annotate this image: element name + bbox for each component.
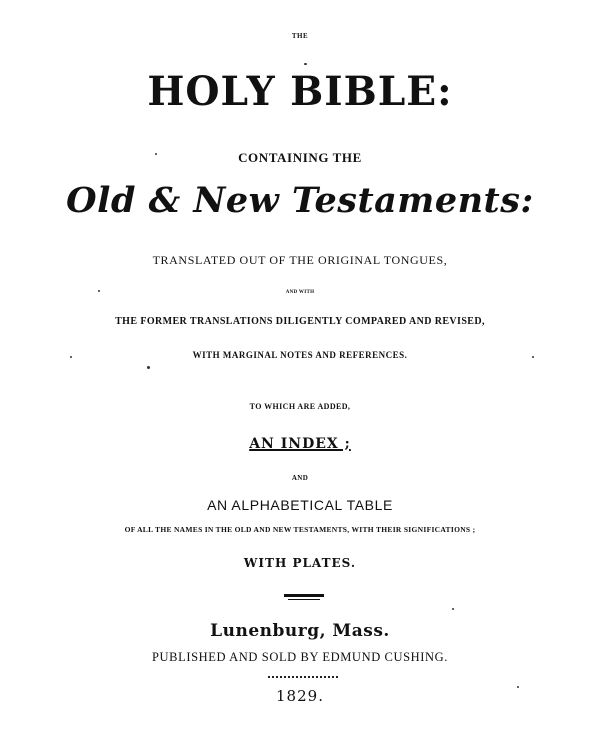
scan-speck bbox=[70, 356, 72, 358]
and-line: AND bbox=[291, 474, 309, 482]
scan-speck bbox=[98, 290, 100, 292]
containing-line: CONTAINING THE bbox=[238, 150, 362, 165]
translated-line: TRANSLATED OUT OF THE ORIGINAL TONGUES, bbox=[152, 253, 448, 267]
marginal-notes-line: WITH MARGINAL NOTES AND REFERENCES. bbox=[192, 350, 408, 360]
plates-line: WITH PLATES. bbox=[243, 556, 357, 570]
the-label: THE bbox=[291, 32, 309, 40]
ornamental-rule bbox=[284, 594, 324, 597]
scan-speck bbox=[304, 63, 307, 65]
index-line: AN INDEX ; bbox=[249, 436, 351, 452]
scan-speck bbox=[517, 686, 519, 688]
main-title: HOLY BIBLE: bbox=[147, 68, 453, 115]
imprint-year: 1829. bbox=[276, 687, 324, 705]
scan-speck bbox=[147, 366, 150, 369]
dotted-rule bbox=[268, 676, 338, 678]
all-names-line: OF ALL THE NAMES IN THE OLD AND NEW TESTAMENTS, WITH THEIR SIGNIFICATIONS ; bbox=[124, 525, 476, 534]
former-translations-line: THE FORMER TRANSLATIONS DILIGENTLY COMPARED AND REVISED, bbox=[115, 316, 485, 327]
scan-speck bbox=[452, 608, 454, 610]
and-with-line: AND WITH bbox=[285, 290, 315, 295]
scan-speck bbox=[532, 356, 534, 358]
testaments-title: Old & New Testaments: bbox=[66, 180, 534, 221]
imprint-publisher: PUBLISHED AND SOLD BY EDMUND CUSHING. bbox=[151, 650, 449, 664]
scan-speck bbox=[155, 153, 157, 155]
to-which-line: TO WHICH ARE ADDED, bbox=[249, 402, 351, 411]
alphabetical-table-line: AN ALPHABETICAL TABLE bbox=[207, 497, 393, 513]
imprint-place: Lunenburg, Mass. bbox=[210, 621, 390, 641]
ornamental-rule-thin bbox=[288, 599, 320, 600]
